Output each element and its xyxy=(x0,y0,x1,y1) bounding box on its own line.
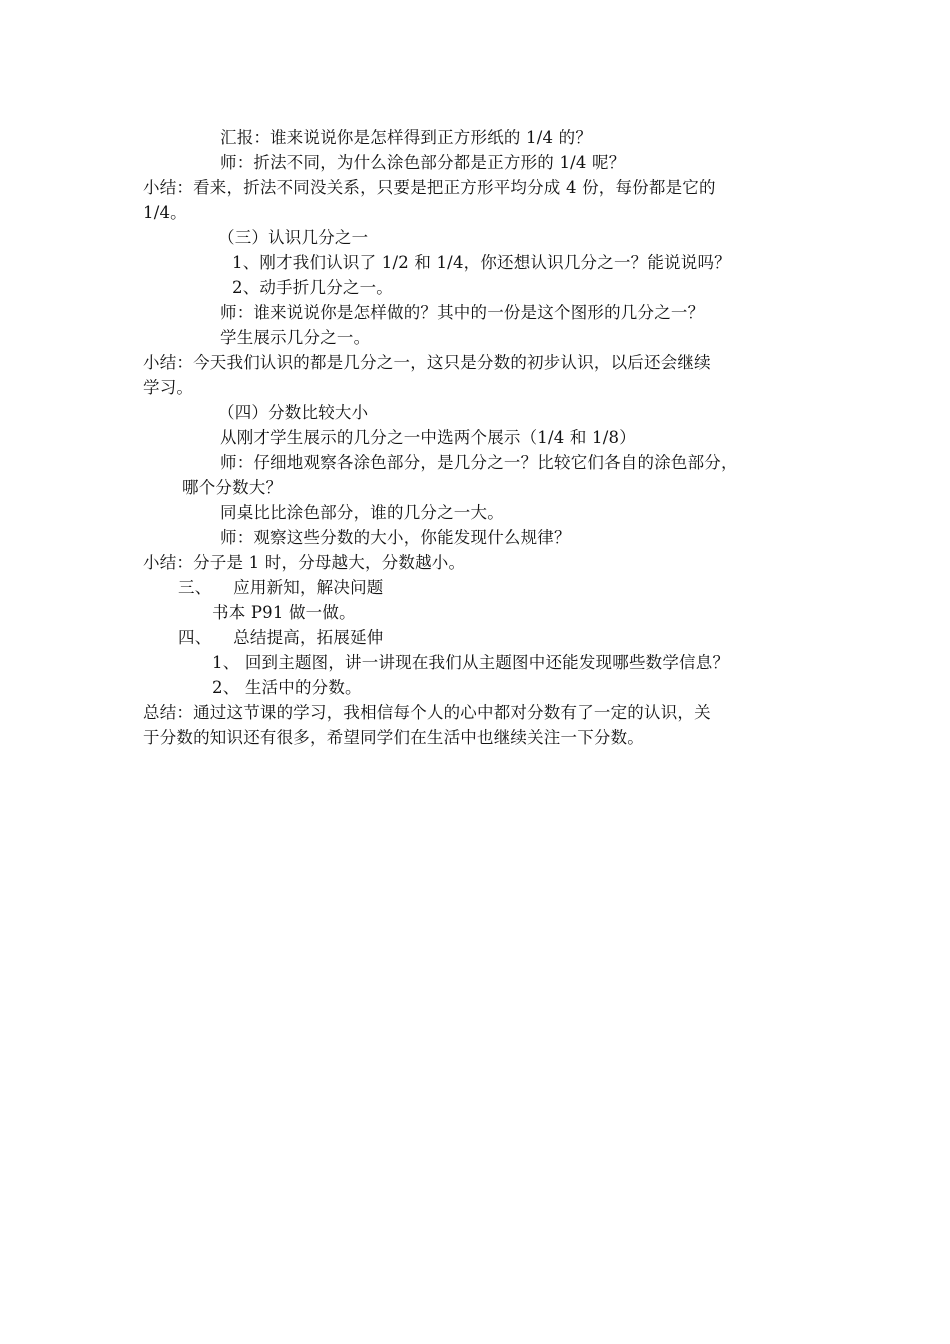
text-line: 小结：看来，折法不同没关系，只要是把正方形平均分成 4 份，每份都是它的 xyxy=(143,178,716,197)
text-line: 小结：分子是 1 时，分母越大，分数越小。 xyxy=(143,553,466,572)
text-line: 同桌比比涂色部分，谁的几分之一大。 xyxy=(220,503,504,522)
section-heading: 三、 应用新知，解决问题 xyxy=(178,578,384,597)
text-line: 总结：通过这节课的学习，我相信每个人的心中都对分数有了一定的认识，关 xyxy=(143,703,711,722)
text-line: 从刚才学生展示的几分之一中选两个展示（1/4 和 1/8） xyxy=(220,428,636,447)
section-heading: （四）分数比较大小 xyxy=(218,403,369,422)
section-heading: 四、 总结提高，拓展延伸 xyxy=(178,628,384,647)
text-line: 1、刚才我们认识了 1/2 和 1/4，你还想认识几分之一？能说说吗？ xyxy=(232,253,731,272)
text-line: 哪个分数大？ xyxy=(182,478,283,497)
text-line: 于分数的知识还有很多，希望同学们在生活中也继续关注一下分数。 xyxy=(143,728,644,747)
text-line: 师：折法不同，为什么涂色部分都是正方形的 1/4 呢？ xyxy=(220,153,626,172)
text-line: 汇报：谁来说说你是怎样得到正方形纸的 1/4 的？ xyxy=(220,128,593,147)
text-line: 2、动手折几分之一。 xyxy=(232,278,393,297)
text-line: 书本 P91 做一做。 xyxy=(212,603,356,622)
text-line: 师：谁来说说你是怎样做的？其中的一份是这个图形的几分之一？ xyxy=(220,303,705,322)
text-line: 1、 回到主题图，讲一讲现在我们从主题图中还能发现哪些数学信息？ xyxy=(212,653,730,672)
text-line: 师：观察这些分数的大小，你能发现什么规律？ xyxy=(220,528,571,547)
text-line: 2、 生活中的分数。 xyxy=(212,678,362,697)
text-line: 师：仔细地观察各涂色部分，是几分之一？比较它们各自的涂色部分， xyxy=(220,453,738,472)
text-line: 学生展示几分之一。 xyxy=(220,328,371,347)
text-line: 1/4。 xyxy=(143,203,187,222)
text-line: 小结：今天我们认识的都是几分之一，这只是分数的初步认识，以后还会继续 xyxy=(143,353,711,372)
text-line: 学习。 xyxy=(143,378,194,397)
section-heading: （三）认识几分之一 xyxy=(218,228,369,247)
